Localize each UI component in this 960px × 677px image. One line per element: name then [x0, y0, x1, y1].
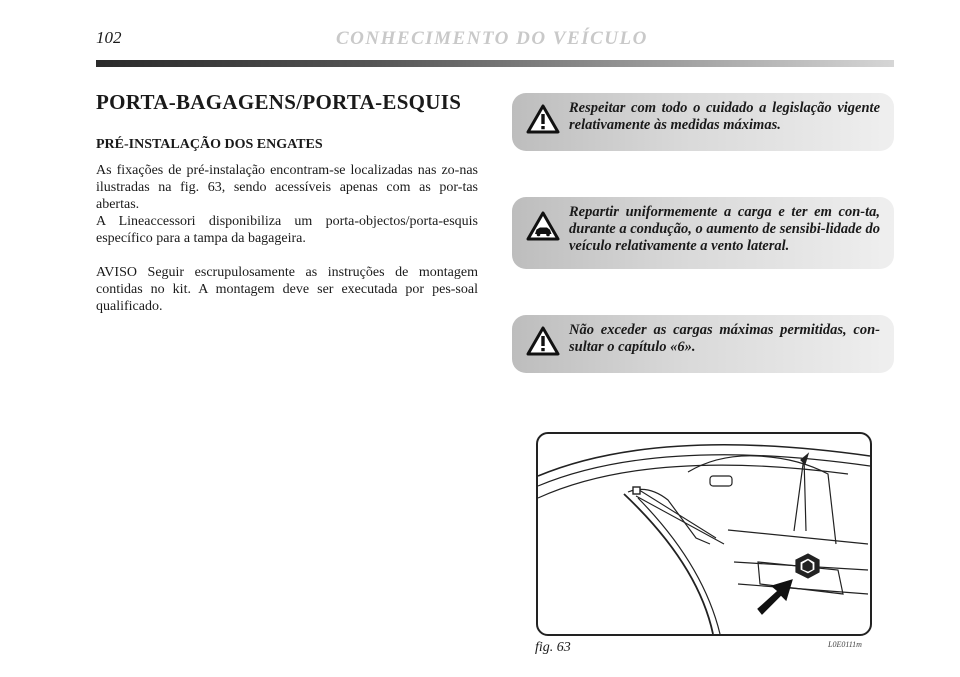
warning-box-max-dimensions	[512, 93, 894, 151]
figure-caption: fig. 63	[535, 640, 571, 655]
warning-text: Não exceder as cargas máximas permitidas, con-sultar o capítulo «6».	[569, 322, 880, 355]
roof-rack-mount-drawing	[538, 434, 870, 634]
subsection-title: PRÉ-INSTALAÇÃO DOS ENGATES	[96, 137, 323, 152]
figure-code: L0E0111m	[828, 640, 862, 649]
warning-triangle-icon	[526, 104, 560, 134]
page-number: 102	[96, 28, 122, 47]
warning-box-max-loads	[512, 315, 894, 373]
warning-box-load-distribution	[512, 197, 894, 269]
paragraph-1: As fixações de pré-instalação encontram-se localizadas nas zo-nas ilustradas na fig. 63, sendo acessíveis apenas com as por-tas abertas.	[96, 163, 478, 212]
paragraph-warning-notice: AVISO Seguir escrupulosamente as instruções de montagem contidas no kit. A montagem deve ser executada por pes-soal qualificado.	[96, 265, 478, 314]
car-warning-triangle-icon	[526, 211, 560, 241]
main-text-column	[96, 90, 478, 315]
warning-text: Repartir uniformemente a carga e ter em con-ta, durante a condução, o aumento de sensibi-lidade do veículo relativamente a vento lateral.	[569, 204, 880, 254]
warning-text: Respeitar com todo o cuidado a legislação vigente relativamente às medidas máximas.	[569, 100, 880, 133]
warning-triangle-icon	[526, 326, 560, 356]
running-title: CONHECIMENTO DO VEÍCULO	[336, 28, 648, 49]
paragraph-2: A Lineaccessori disponibiliza um porta-objectos/porta-esquis específico para a tampa da bagageira.	[96, 214, 478, 246]
section-title: PORTA-BAGAGENS/PORTA-ESQUIS	[96, 90, 462, 114]
figure-63-illustration	[536, 432, 872, 636]
header-rule	[96, 60, 894, 67]
